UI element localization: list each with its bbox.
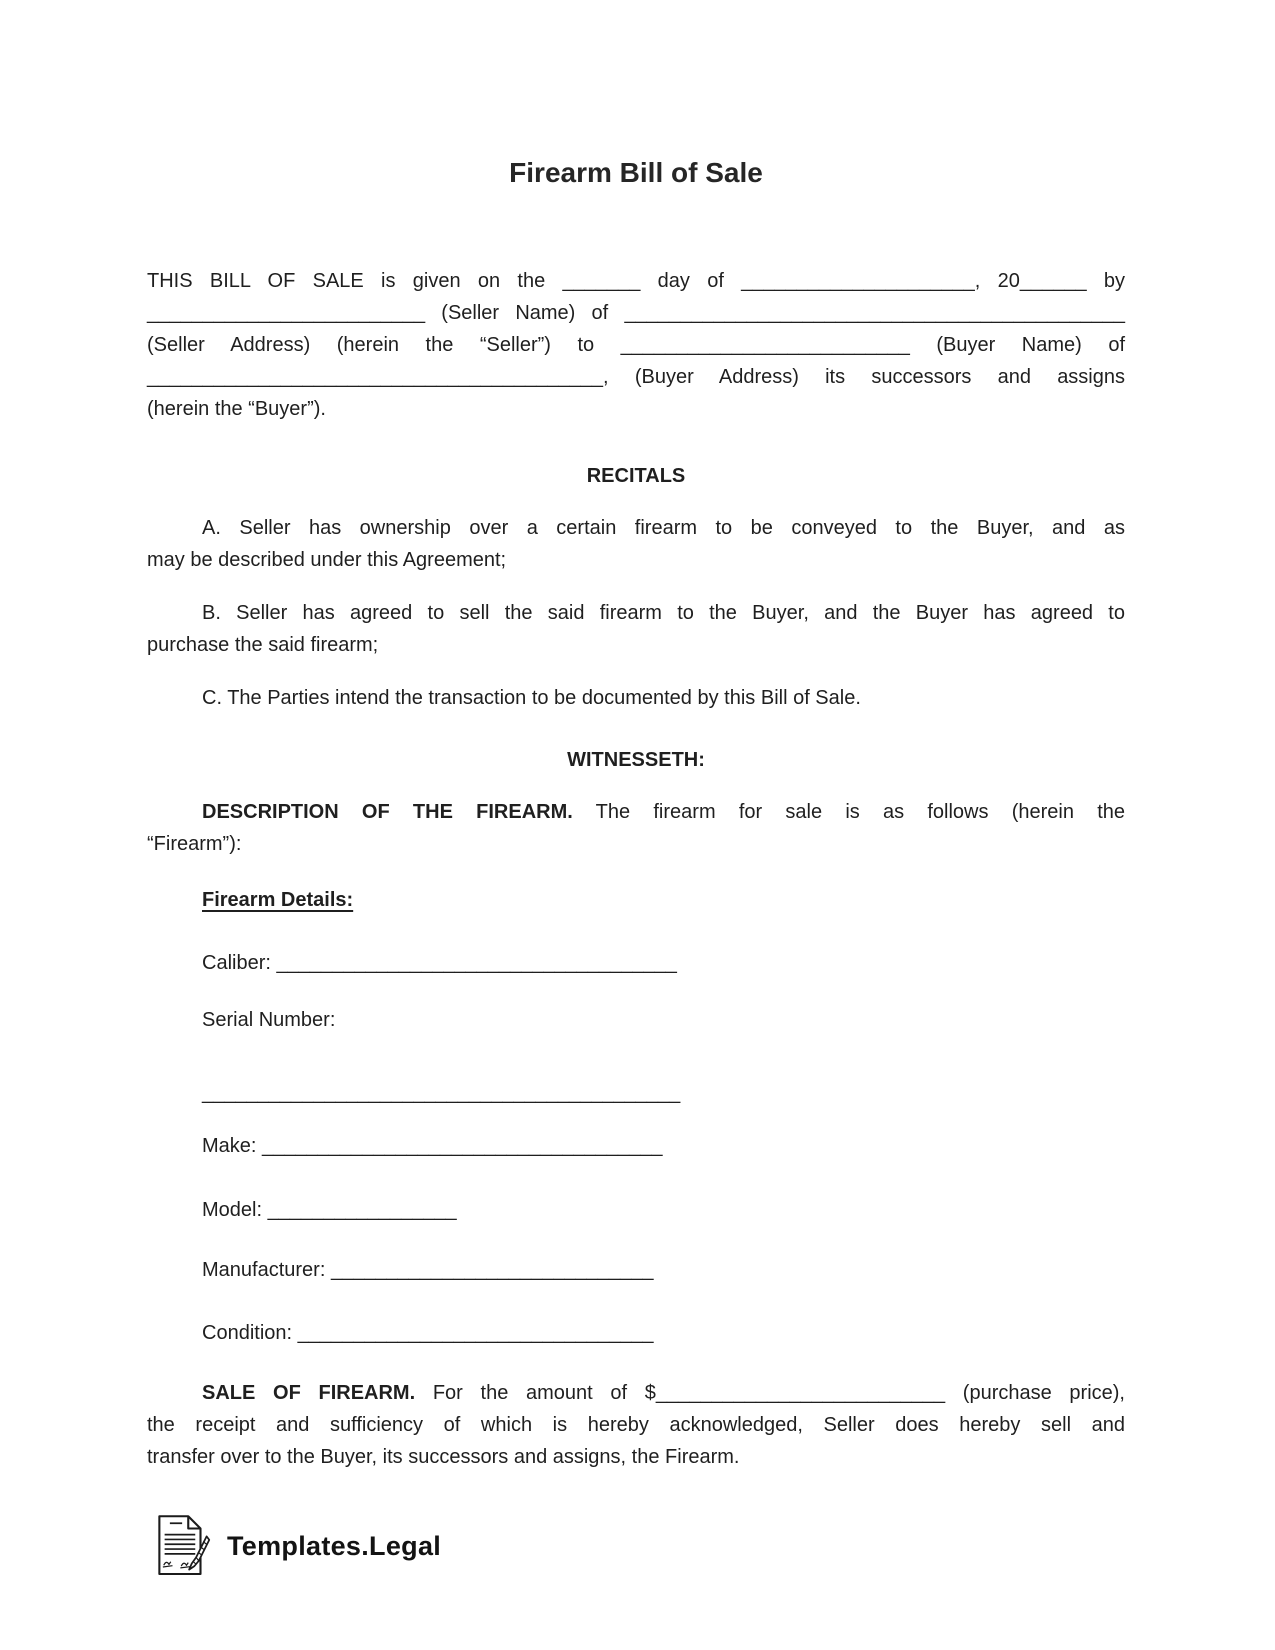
sale-line-1 (147, 1377, 1125, 1409)
model-field (202, 1194, 1125, 1226)
model-blank: _________________ (262, 1199, 457, 1221)
make-field (202, 1130, 1125, 1162)
condition-label: Condition: (202, 1322, 293, 1344)
document-title: Firearm Bill of Sale (509, 157, 763, 188)
recital-b-line-1: B. Seller has agreed to sell the said firearm to the Buyer, and the Buyer has agreed to (202, 602, 1125, 624)
opening-paragraph (147, 265, 1125, 425)
sale-line-2: the receipt and sufficiency of which is hereby acknowledged, Seller does hereby sell and (147, 1414, 1125, 1436)
model-label: Model: (202, 1199, 263, 1221)
manufacturer-label: Manufacturer: (202, 1259, 326, 1281)
recitals-heading: RECITALS (586, 465, 686, 487)
opening-line-2: _________________________ (Seller Name) of _____________________________________________ (147, 302, 1125, 324)
recital-c-line-1: C. The Parties intend the transaction to be documented by this Bill of Sale. (202, 687, 861, 709)
firearm-details-heading: Firearm Details: (202, 889, 354, 911)
make-blank: ____________________________________ (256, 1135, 663, 1157)
description-line-1 (147, 796, 1125, 828)
manufacturer-blank: _____________________________ (325, 1259, 654, 1281)
caliber-blank: ____________________________________ (270, 952, 677, 974)
recital-b-line-2: purchase the said firearm; (147, 634, 379, 656)
description-line-2: “Firearm”): (147, 833, 242, 855)
make-label: Make: (202, 1135, 257, 1157)
opening-line-5: (herein the “Buyer”). (147, 398, 326, 420)
condition-blank: ________________________________ (292, 1322, 654, 1344)
description-lead: DESCRIPTION OF THE FIREARM. (202, 801, 573, 823)
caliber-label: Caliber: (202, 952, 271, 974)
recital-a (147, 512, 1125, 576)
recital-a-line-1: A. Seller has ownership over a certain firearm to be conveyed to the Buyer, and as (202, 517, 1125, 539)
sale-paragraph (147, 1377, 1125, 1473)
sale-line-3: transfer over to the Buyer, its successors and assigns, the Firearm. (147, 1446, 740, 1468)
document-pen-icon (155, 1513, 211, 1579)
serial-number-label: Serial Number: (202, 1009, 336, 1031)
recital-c (147, 682, 1125, 714)
recital-b (147, 597, 1125, 661)
sale-rest: For the amount of $__________________________ (purchase price), (415, 1382, 1125, 1404)
recital-a-line-2: may be described under this Agreement; (147, 549, 507, 571)
opening-line-1: THIS BILL OF SALE is given on the _______ day of _____________________, 20______ by (147, 270, 1125, 292)
serial-number-blank-line: ___________________________________________ (202, 1082, 681, 1104)
description-paragraph (147, 796, 1125, 860)
opening-line-3: (Seller Address) (herein the “Seller”) to __________________________ (Buyer Name) of (147, 334, 1125, 356)
condition-field (202, 1317, 1125, 1349)
opening-line-4: _________________________________________, (Buyer Address) its successors and assigns (147, 366, 1125, 388)
manufacturer-field (202, 1254, 1125, 1286)
templates-legal-logo (155, 1513, 1125, 1579)
caliber-field (202, 947, 1125, 979)
witnesseth-heading: WITNESSETH: (567, 749, 705, 771)
description-rest: The firearm for sale is as follows (herein the (572, 801, 1125, 823)
brand-text: Templates.Legal (227, 1531, 442, 1561)
sale-lead: SALE OF FIREARM. (202, 1382, 416, 1404)
document-content (147, 0, 1125, 1579)
